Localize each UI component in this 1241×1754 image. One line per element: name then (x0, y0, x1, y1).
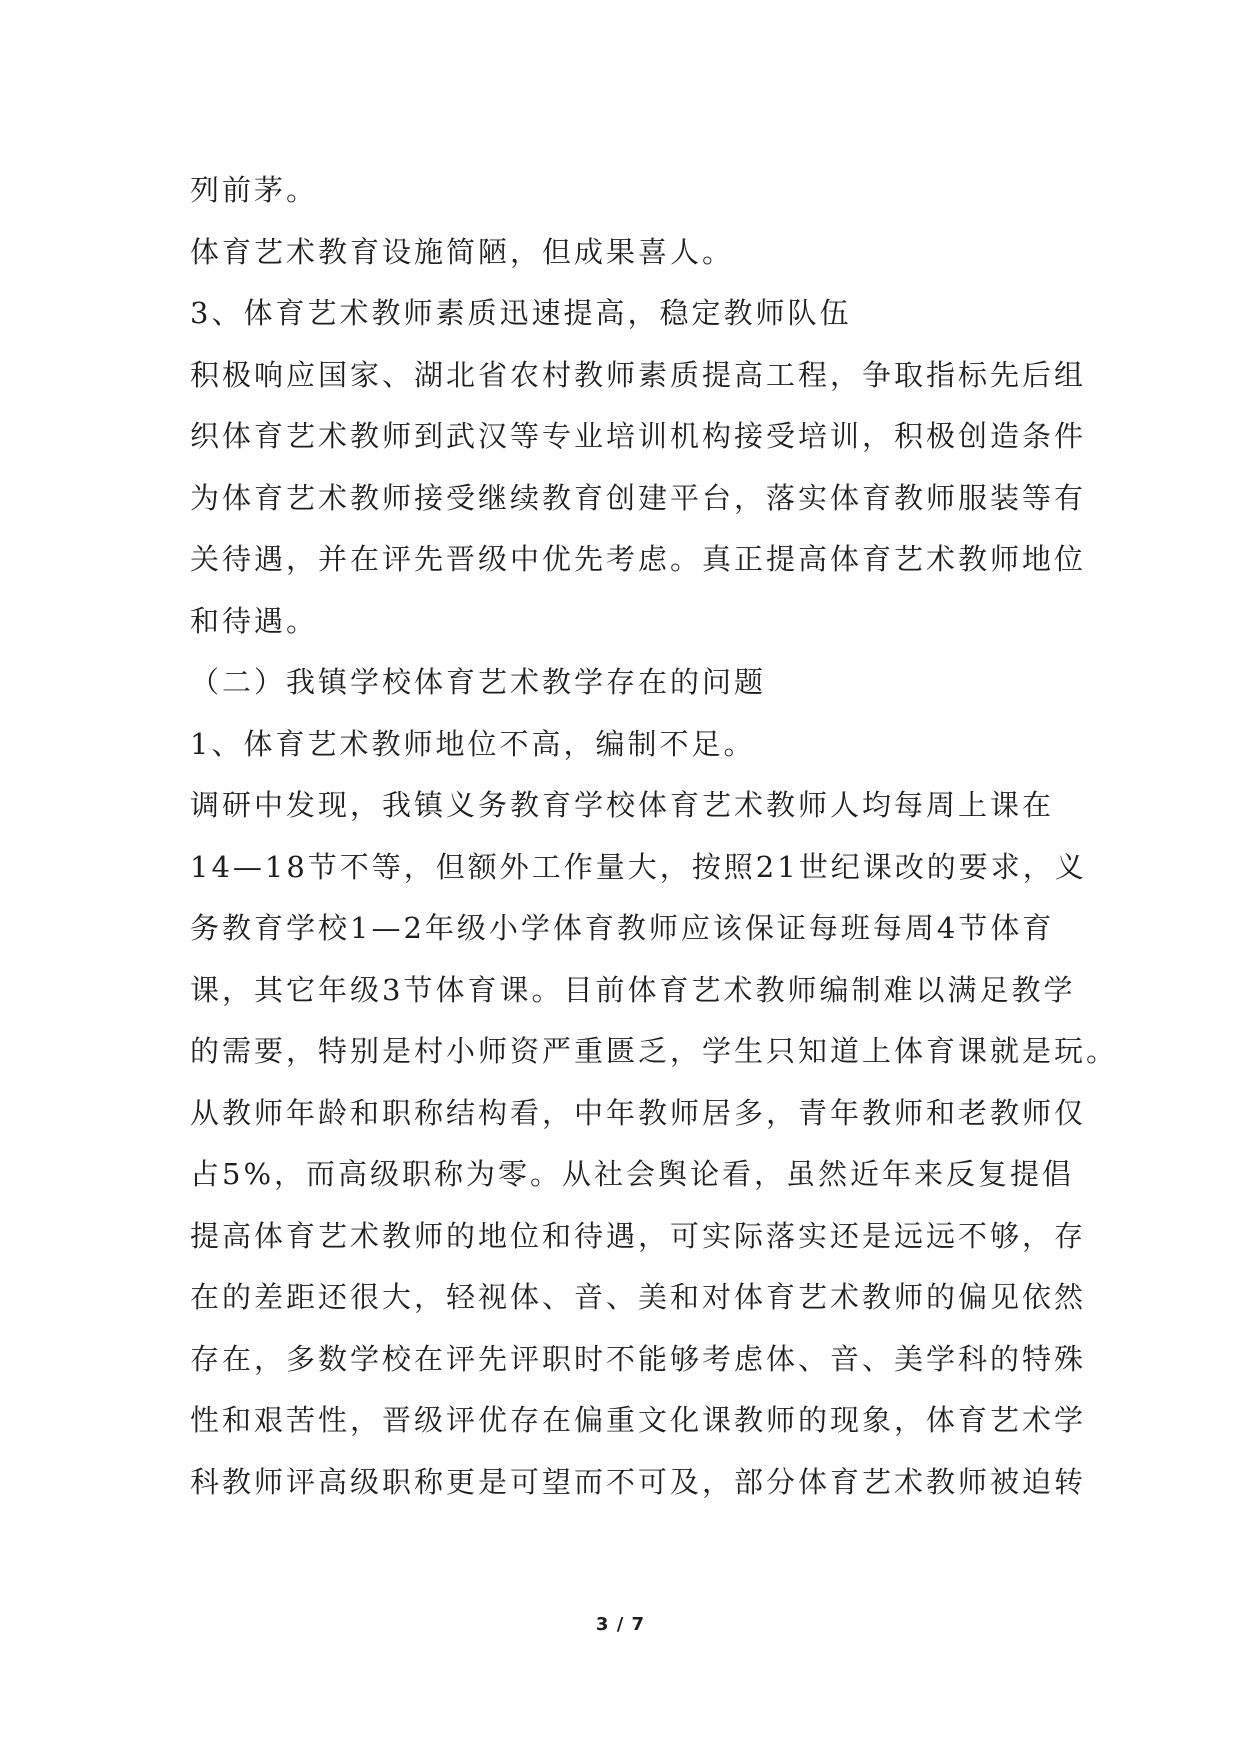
text-line: 和待遇。 (190, 603, 319, 638)
text-line: 提高体育艺术教师的地位和待遇，可实际落实还是远远不够，存 (190, 1218, 1087, 1253)
text-line: 调研中发现，我镇义务教育学校体育艺术教师人均每周上课在 (190, 788, 1055, 822)
text-line: 从教师年龄和职称结构看，中年教师居多，青年教师和老教师仅 (190, 1095, 1087, 1130)
text-line: 为体育艺术教师接受继续教育创建平台，落实体育教师服装等有 (190, 480, 1087, 515)
text-line: 务教育学校1—2年级小学体育教师应该保证每班每周4节体育 (190, 911, 1055, 945)
text-line: 14—18节不等，但额外工作量大，按照21世纪课改的要求，义 (190, 849, 1087, 884)
section-heading: 3、体育艺术教师素质迅速提高，稳定教师队伍 (190, 296, 852, 330)
text-line: 占5%，而高级职称为零。从社会舆论看，虽然近年来反复提倡 (190, 1157, 1075, 1191)
text-line: 织体育艺术教师到武汉等专业培训机构接受培训，积极创造条件 (190, 419, 1087, 453)
text-line: 积极响应国家、湖北省农村教师素质提高工程，争取指标先后组 (190, 357, 1087, 392)
text-line: 关待遇，并在评先晋级中优先考虑。真正提高体育艺术教师地位 (190, 542, 1087, 576)
page-number: 3 / 7 (595, 1614, 646, 1635)
section-heading: （二）我镇学校体育艺术教学存在的问题 (190, 665, 767, 699)
text-line: 科教师评高级职称更是可望而不可及，部分体育艺术教师被迫转 (190, 1464, 1087, 1499)
text-line: 存在，多数学校在评先评职时不能够考虑体、音、美学科的特殊 (190, 1341, 1087, 1376)
document-body (190, 160, 1119, 1513)
text-line: 课，其它年级3节体育课。目前体育艺术教师编制难以满足教学 (190, 972, 1076, 1007)
text-line: 的需要，特别是村小师资严重匮乏，学生只知道上体育课就是玩。 (190, 1034, 1119, 1068)
text-line: 列前茅。 (190, 173, 319, 207)
text-line: 在的差距还很大，轻视体、音、美和对体育艺术教师的偏见依然 (190, 1280, 1087, 1314)
text-line: 性和艰苦性，晋级评优存在偏重文化课教师的现象，体育艺术学 (190, 1403, 1087, 1437)
text-line: 体育艺术教育设施简陋，但成果喜人。 (190, 234, 735, 269)
section-heading: 1、体育艺术教师地位不高，编制不足。 (190, 726, 756, 761)
